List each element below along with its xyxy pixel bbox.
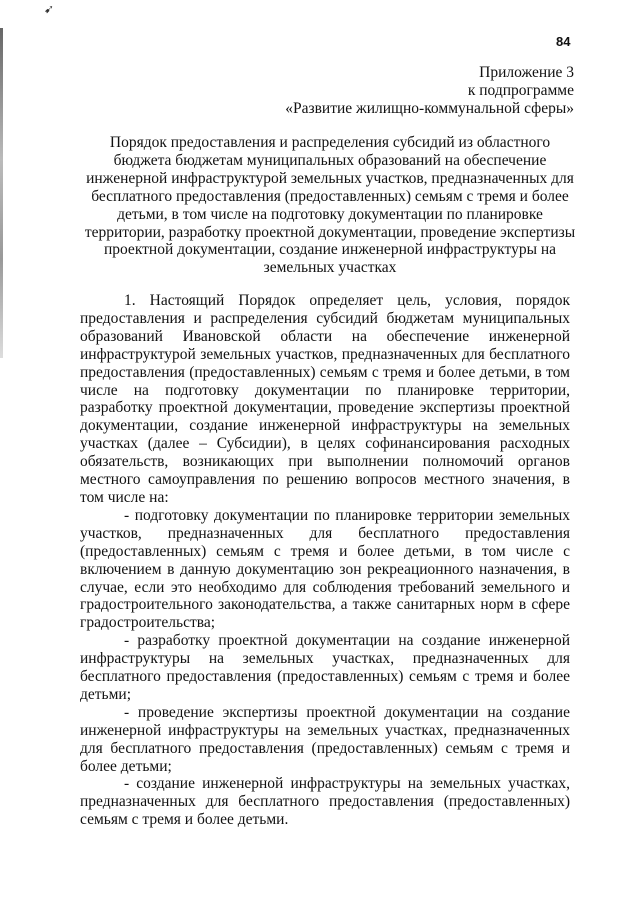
list-item: - создание инженерной инфраструктуры на земельных участках, предназначенных для бесплатного предоставления (предоставленных) семьям с тремя и более детьми. <box>80 775 570 829</box>
paragraph: 1. Настоящий Порядок определяет цель, условия, порядок предоставления и распределения субсидий бюджетам муниципальных образований Ивановской области на обеспечение инженерной инфраструктурой земельных участков, предназначенных для бесплатного предоставления (предоставленных) семьям с тремя и более детьми, в том числе на подготовку документации по планировке территории, разработку проектной документации, проведение экспертизы проектной документации, создание инженерной инфраструктуры на земельных участках (далее – Субсидии), в целях софинансирования расходных обязательств, возникающих при выполнении полномочий органов местного самоуправления по решению вопросов местного значения, в том числе на: <box>80 292 570 506</box>
appendix-line: Приложение 3 <box>479 64 574 81</box>
list-item: - подготовку документации по планировке территории земельных участков, предназначенных для бесплатного предоставления (предоставленных) семьям с тремя и более детьми, в том числе с включением в данную документацию зон рекреационного назначения, в случае, если это необходимо для соблюдения требований земельного и градостроительного законодательства, а также санитарных норм в сфере градостроительства; <box>80 506 570 632</box>
page-number: 84 <box>556 34 571 49</box>
appendix-line: «Развитие жилищно-коммунальной сферы» <box>285 100 574 117</box>
document-title: Порядок предоставления и распределения субсидий из областного бюджета бюджетам муниципальных образований на обеспечение инженерной инфраструктурой земельных участков, предназначенных для бесплатного предоставления (предоставленных) семьям с тремя и более детьми, в том числе на подготовку документации по планировке территории, разработку проектной документации, проведение экспертизы проектной документации, создание инженерной инфраструктуры на земельных участках <box>84 134 576 277</box>
list-item: - проведение экспертизы проектной документации на создание инженерной инфраструктуры на земельных участках, предназначенных для бесплатного предоставления (предоставленных) семьям с тремя и более детьми; <box>80 703 570 775</box>
scan-mark-icon: ➹ <box>44 2 55 16</box>
scan-edge-shadow <box>0 28 3 358</box>
document-body <box>80 292 570 829</box>
appendix-line: к подпрограмме <box>467 82 574 99</box>
list-item: - разработку проектной документации на создание инженерной инфраструктуры на земельных участках, предназначенных для бесплатного предоставления (предоставленных) семьям с тремя и более детьми; <box>80 632 570 703</box>
appendix-header <box>285 64 574 118</box>
